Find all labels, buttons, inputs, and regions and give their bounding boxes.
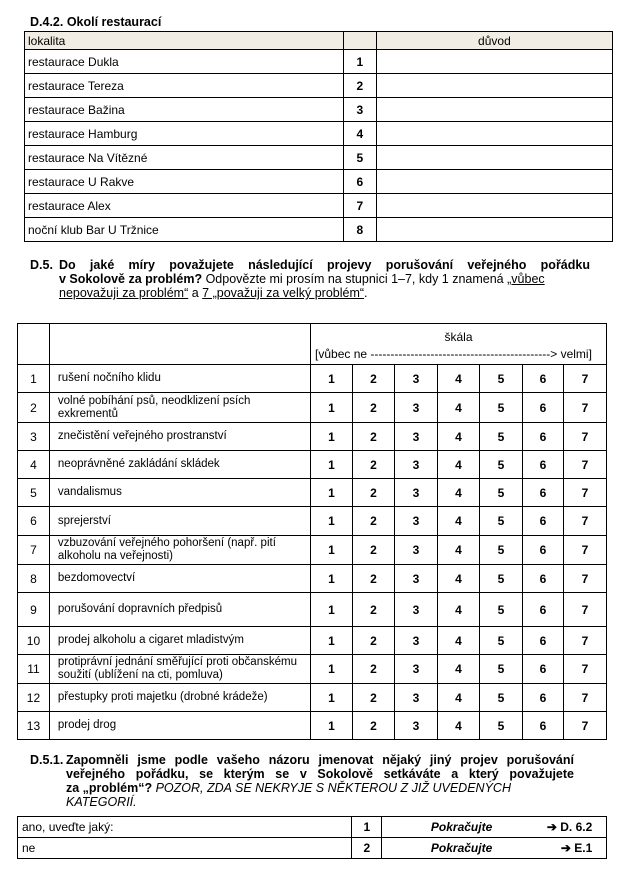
scale-option-1[interactable]: 1 bbox=[311, 712, 353, 740]
d51-options-table bbox=[17, 816, 607, 859]
scale-option-3[interactable]: 3 bbox=[395, 712, 438, 740]
d5-code: D.5. bbox=[30, 258, 53, 272]
scale-header-empty-2 bbox=[49, 324, 310, 365]
scale-option-5[interactable]: 5 bbox=[479, 627, 522, 655]
scale-option-6[interactable]: 6 bbox=[522, 593, 563, 627]
reason-cell[interactable] bbox=[376, 74, 612, 98]
item-number: 7 bbox=[18, 536, 50, 565]
item-number: 4 bbox=[18, 451, 50, 479]
scale-item-row bbox=[18, 655, 607, 684]
scale-option-2[interactable]: 2 bbox=[353, 712, 395, 740]
scale-option-2[interactable]: 2 bbox=[353, 627, 395, 655]
scale-option-3[interactable]: 3 bbox=[395, 684, 438, 712]
reason-cell[interactable] bbox=[376, 194, 612, 218]
restaurant-row bbox=[25, 146, 613, 170]
restaurant-row bbox=[25, 122, 613, 146]
reason-cell[interactable] bbox=[376, 218, 612, 242]
item-number: 11 bbox=[18, 655, 50, 684]
locality-header: lokalita bbox=[25, 32, 344, 50]
scale-option-6[interactable]: 6 bbox=[522, 393, 563, 423]
scale-option-7[interactable]: 7 bbox=[563, 365, 606, 393]
scale-option-6[interactable]: 6 bbox=[522, 536, 563, 565]
reason-header: důvod bbox=[376, 32, 612, 50]
scale-option-7[interactable]: 7 bbox=[563, 423, 606, 451]
scale-label: škála bbox=[444, 330, 473, 344]
d51-line2: veřejného pořádku, se kterým se v Sokolově setkáváte a který považujete bbox=[66, 767, 574, 781]
d5-underlined-3: 7 „považuji za velký problém“ bbox=[202, 286, 365, 300]
scale-option-1[interactable]: 1 bbox=[311, 423, 353, 451]
d51-question bbox=[30, 753, 574, 809]
option-routing bbox=[382, 838, 607, 859]
restaurant-table bbox=[24, 31, 613, 242]
scale-option-5[interactable]: 5 bbox=[479, 655, 522, 684]
continue-label: Pokračujte bbox=[430, 841, 493, 855]
scale-item-row bbox=[18, 423, 607, 451]
d51-line1: Zapomněli jsme podle vašeho názoru jmenovat nějaký jiný projev porušování bbox=[66, 753, 574, 767]
restaurant-name: restaurace Tereza bbox=[25, 74, 344, 98]
d51-line3-bold: za „problém“? bbox=[66, 781, 153, 795]
scale-option-7[interactable]: 7 bbox=[563, 627, 606, 655]
restaurant-code: 5 bbox=[343, 146, 376, 170]
scale-option-4[interactable]: 4 bbox=[437, 365, 479, 393]
item-text: volné pobíhání psů, neodklizení psích exkrementů bbox=[49, 393, 310, 423]
scale-option-6[interactable]: 6 bbox=[522, 565, 563, 593]
item-number: 2 bbox=[18, 393, 50, 423]
scale-header-cell bbox=[311, 324, 607, 365]
scale-option-1[interactable]: 1 bbox=[311, 684, 353, 712]
scale-option-3[interactable]: 3 bbox=[395, 565, 438, 593]
section-d42-title: D.4.2. Okolí restaurací bbox=[30, 15, 162, 29]
item-text: znečistění veřejného prostranství bbox=[49, 423, 310, 451]
scale-option-1[interactable]: 1 bbox=[311, 451, 353, 479]
scale-option-4[interactable]: 4 bbox=[437, 536, 479, 565]
scale-option-5[interactable]: 5 bbox=[479, 712, 522, 740]
d5-question-line1: Do jaké míry považujete následující projevy porušování veřejného pořádku bbox=[59, 258, 590, 272]
d5-question-line2-rest: Odpovězte mi prosím na stupnici 1–7, kdy 1 znamená bbox=[202, 272, 508, 286]
item-text: prodej alkoholu a cigaret mladistvým bbox=[49, 627, 310, 655]
d5-question bbox=[30, 258, 590, 300]
item-text: porušování dopravních předpisů bbox=[49, 593, 310, 627]
item-text: vandalismus bbox=[49, 479, 310, 507]
restaurant-code: 3 bbox=[343, 98, 376, 122]
scale-option-5[interactable]: 5 bbox=[479, 451, 522, 479]
item-text: rušení nočního klidu bbox=[49, 365, 310, 393]
scale-option-7[interactable]: 7 bbox=[563, 536, 606, 565]
restaurant-code: 7 bbox=[343, 194, 376, 218]
scale-item-row bbox=[18, 712, 607, 740]
d5-underlined-2: nepovažuji za problém“ bbox=[59, 286, 189, 300]
scale-option-4[interactable]: 4 bbox=[437, 684, 479, 712]
scale-option-3[interactable]: 3 bbox=[395, 451, 438, 479]
scale-option-7[interactable]: 7 bbox=[563, 684, 606, 712]
scale-option-2[interactable]: 2 bbox=[353, 655, 395, 684]
scale-option-2[interactable]: 2 bbox=[353, 565, 395, 593]
continue-label: Pokračujte bbox=[430, 820, 493, 834]
scale-option-6[interactable]: 6 bbox=[522, 423, 563, 451]
scale-option-5[interactable]: 5 bbox=[479, 365, 522, 393]
scale-item-row bbox=[18, 684, 607, 712]
item-text: vzbuzování veřejného pohoršení (např. pití alkoholu na veřejnosti) bbox=[49, 536, 310, 565]
scale-option-3[interactable]: 3 bbox=[395, 593, 438, 627]
d51-code: D.5.1. bbox=[30, 753, 64, 767]
scale-option-2[interactable]: 2 bbox=[353, 507, 395, 536]
scale-option-6[interactable]: 6 bbox=[522, 507, 563, 536]
item-number: 13 bbox=[18, 712, 50, 740]
scale-item-row bbox=[18, 536, 607, 565]
reason-cell[interactable] bbox=[376, 170, 612, 194]
restaurant-row bbox=[25, 170, 613, 194]
d51-line4-italic: KATEGORIÍ. bbox=[66, 795, 137, 809]
d5-end: . bbox=[364, 286, 368, 300]
num-header bbox=[343, 32, 376, 50]
scale-option-7[interactable]: 7 bbox=[563, 565, 606, 593]
restaurant-name: restaurace Dukla bbox=[25, 50, 344, 74]
scale-option-5[interactable]: 5 bbox=[479, 536, 522, 565]
restaurant-name: restaurace Bažina bbox=[25, 98, 344, 122]
scale-option-3[interactable]: 3 bbox=[395, 627, 438, 655]
scale-item-row bbox=[18, 393, 607, 423]
item-number: 9 bbox=[18, 593, 50, 627]
scale-option-5[interactable]: 5 bbox=[479, 423, 522, 451]
option-routing bbox=[382, 817, 607, 838]
scale-range: [vůbec ne ---------------------------------------------> velmi] bbox=[315, 347, 592, 361]
restaurant-code: 1 bbox=[343, 50, 376, 74]
scale-option-1[interactable]: 1 bbox=[311, 479, 353, 507]
restaurant-row bbox=[25, 218, 613, 242]
scale-option-5[interactable]: 5 bbox=[479, 507, 522, 536]
scale-item-row bbox=[18, 507, 607, 536]
scale-table bbox=[17, 323, 607, 740]
d5-question-line2-bold: v Sokolově za problém? bbox=[59, 272, 203, 286]
scale-option-3[interactable]: 3 bbox=[395, 365, 438, 393]
scale-option-2[interactable]: 2 bbox=[353, 451, 395, 479]
scale-option-2[interactable]: 2 bbox=[353, 365, 395, 393]
scale-option-3[interactable]: 3 bbox=[395, 479, 438, 507]
item-number: 10 bbox=[18, 627, 50, 655]
scale-option-3[interactable]: 3 bbox=[395, 536, 438, 565]
scale-option-4[interactable]: 4 bbox=[437, 655, 479, 684]
scale-option-4[interactable]: 4 bbox=[437, 423, 479, 451]
item-number: 12 bbox=[18, 684, 50, 712]
restaurant-name: restaurace Na Vítězné bbox=[25, 146, 344, 170]
reason-cell[interactable] bbox=[376, 98, 612, 122]
item-text: prodej drog bbox=[49, 712, 310, 740]
scale-option-7[interactable]: 7 bbox=[563, 593, 606, 627]
scale-option-5[interactable]: 5 bbox=[479, 684, 522, 712]
scale-option-2[interactable]: 2 bbox=[353, 536, 395, 565]
option-label: ne bbox=[18, 838, 352, 859]
scale-option-4[interactable]: 4 bbox=[437, 627, 479, 655]
scale-option-1[interactable]: 1 bbox=[311, 365, 353, 393]
item-text: bezdomovectví bbox=[49, 565, 310, 593]
scale-option-6[interactable]: 6 bbox=[522, 712, 563, 740]
scale-option-7[interactable]: 7 bbox=[563, 655, 606, 684]
scale-option-4[interactable]: 4 bbox=[437, 712, 479, 740]
scale-option-2[interactable]: 2 bbox=[353, 684, 395, 712]
scale-option-3[interactable]: 3 bbox=[395, 423, 438, 451]
item-text: přestupky proti majetku (drobné krádeže) bbox=[49, 684, 310, 712]
scale-item-row bbox=[18, 451, 607, 479]
scale-option-3[interactable]: 3 bbox=[395, 507, 438, 536]
item-number: 6 bbox=[18, 507, 50, 536]
d5-connector: a bbox=[188, 286, 203, 300]
table-header-row bbox=[25, 32, 613, 50]
scale-option-7[interactable]: 7 bbox=[563, 451, 606, 479]
item-number: 8 bbox=[18, 565, 50, 593]
item-text: neoprávněné zakládání skládek bbox=[49, 451, 310, 479]
scale-option-4[interactable]: 4 bbox=[437, 507, 479, 536]
scale-option-4[interactable]: 4 bbox=[437, 479, 479, 507]
scale-header-row bbox=[18, 324, 607, 365]
scale-option-2[interactable]: 2 bbox=[353, 593, 395, 627]
scale-option-2[interactable]: 2 bbox=[353, 479, 395, 507]
scale-option-4[interactable]: 4 bbox=[437, 593, 479, 627]
scale-option-7[interactable]: 7 bbox=[563, 712, 606, 740]
scale-header-empty-1 bbox=[18, 324, 50, 365]
option-code[interactable]: 2 bbox=[352, 838, 382, 859]
scale-option-1[interactable]: 1 bbox=[311, 655, 353, 684]
restaurant-row bbox=[25, 50, 613, 74]
scale-option-2[interactable]: 2 bbox=[353, 423, 395, 451]
scale-option-1[interactable]: 1 bbox=[311, 593, 353, 627]
restaurant-name: restaurace U Rakve bbox=[25, 170, 344, 194]
restaurant-code: 4 bbox=[343, 122, 376, 146]
scale-option-7[interactable]: 7 bbox=[563, 507, 606, 536]
scale-option-4[interactable]: 4 bbox=[437, 451, 479, 479]
restaurant-name: restaurace Alex bbox=[25, 194, 344, 218]
scale-option-6[interactable]: 6 bbox=[522, 684, 563, 712]
scale-option-3[interactable]: 3 bbox=[395, 393, 438, 423]
item-number: 5 bbox=[18, 479, 50, 507]
scale-option-1[interactable]: 1 bbox=[311, 393, 353, 423]
restaurant-code: 2 bbox=[343, 74, 376, 98]
restaurant-row bbox=[25, 98, 613, 122]
scale-option-5[interactable]: 5 bbox=[479, 393, 522, 423]
item-number: 1 bbox=[18, 365, 50, 393]
scale-item-row bbox=[18, 593, 607, 627]
option-label: ano, uveďte jaký: bbox=[18, 817, 352, 838]
restaurant-code: 8 bbox=[343, 218, 376, 242]
restaurant-code: 6 bbox=[343, 170, 376, 194]
answer-option-row[interactable] bbox=[18, 817, 607, 838]
scale-option-1[interactable]: 1 bbox=[311, 507, 353, 536]
reason-cell[interactable] bbox=[376, 146, 612, 170]
scale-option-6[interactable]: 6 bbox=[522, 627, 563, 655]
scale-item-row bbox=[18, 565, 607, 593]
answer-option-row[interactable] bbox=[18, 838, 607, 859]
scale-option-6[interactable]: 6 bbox=[522, 479, 563, 507]
option-code[interactable]: 1 bbox=[352, 817, 382, 838]
scale-item-row bbox=[18, 479, 607, 507]
scale-option-3[interactable]: 3 bbox=[395, 655, 438, 684]
restaurant-name: noční klub Bar U Tržnice bbox=[25, 218, 344, 242]
scale-option-1[interactable]: 1 bbox=[311, 565, 353, 593]
d51-line3-italic: POZOR, ZDA SE NEKRYJE S NĚKTEROU Z JIŽ UVEDENÝCH bbox=[152, 781, 511, 795]
scale-option-7[interactable]: 7 bbox=[563, 393, 606, 423]
item-number: 3 bbox=[18, 423, 50, 451]
reason-cell[interactable] bbox=[376, 122, 612, 146]
scale-option-1[interactable]: 1 bbox=[311, 536, 353, 565]
d5-underlined-1: „vůbec bbox=[507, 272, 545, 286]
item-text: sprejerství bbox=[49, 507, 310, 536]
scale-option-4[interactable]: 4 bbox=[437, 393, 479, 423]
scale-option-6[interactable]: 6 bbox=[522, 655, 563, 684]
scale-item-row bbox=[18, 627, 607, 655]
scale-option-1[interactable]: 1 bbox=[311, 627, 353, 655]
scale-option-6[interactable]: 6 bbox=[522, 451, 563, 479]
scale-item-row bbox=[18, 365, 607, 393]
scale-option-5[interactable]: 5 bbox=[479, 565, 522, 593]
restaurant-row bbox=[25, 74, 613, 98]
restaurant-row bbox=[25, 194, 613, 218]
goto-target: ➔ D. 6.2 bbox=[546, 820, 593, 834]
scale-option-7[interactable]: 7 bbox=[563, 479, 606, 507]
scale-option-5[interactable]: 5 bbox=[479, 479, 522, 507]
scale-option-6[interactable]: 6 bbox=[522, 365, 563, 393]
item-text: protiprávní jednání směřující proti občanskému soužití (ublížení na cti, pomluva) bbox=[49, 655, 310, 684]
scale-option-5[interactable]: 5 bbox=[479, 593, 522, 627]
goto-target: ➔ E.1 bbox=[560, 841, 593, 855]
restaurant-name: restaurace Hamburg bbox=[25, 122, 344, 146]
reason-cell[interactable] bbox=[376, 50, 612, 74]
scale-option-2[interactable]: 2 bbox=[353, 393, 395, 423]
scale-option-4[interactable]: 4 bbox=[437, 565, 479, 593]
